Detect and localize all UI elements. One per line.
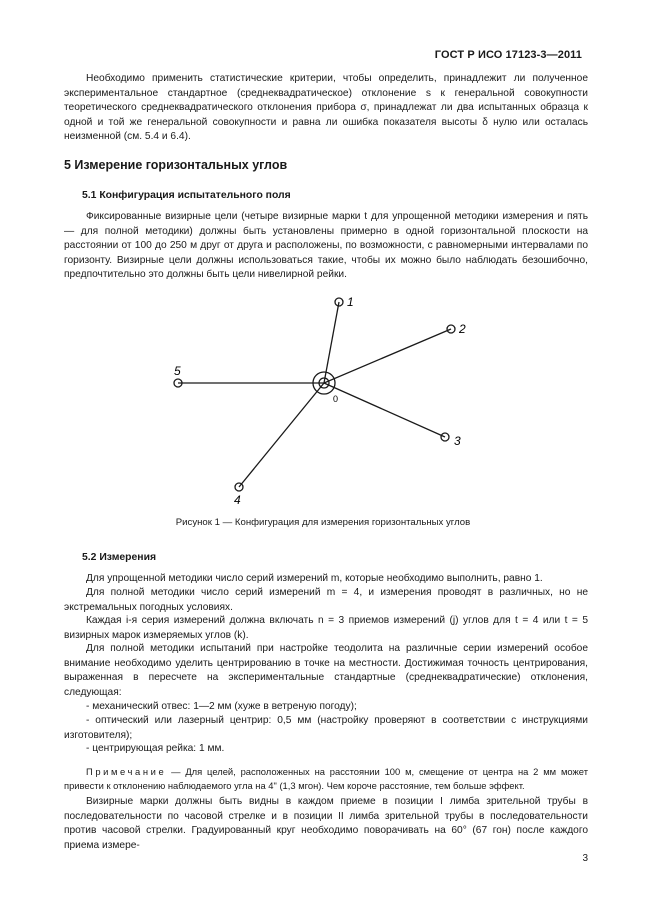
figure-caption: Рисунок 1 — Конфигурация для измерения горизонтальных углов (175, 517, 471, 528)
label-3: 3 (454, 434, 461, 448)
label-5: 5 (174, 364, 181, 378)
ray-4 (239, 383, 324, 487)
label-4: 4 (234, 493, 241, 507)
intro-paragraph: Необходимо применить статистические критерии, чтобы определить, принадлежит ли полученное экспериментальное стандартное (среднеквадратическое) отклонение s к генеральной совокупности теоретического среднеквадратического отклонения прибора σ, принадлежат ли два испытанных образца к одной и той же генеральной совокупности и равна ли ошибка показателя высоты δ нулю или осталась неизменной (см. 5.4 и 6.4). (64, 73, 588, 142)
note (64, 765, 588, 793)
section-5-1-title: 5.1 Конфигурация испытательного поля (82, 190, 291, 201)
measurements-p3: Каждая i-я серия измерений должна включать n = 3 приемов измерений (j) углов для t = 4 или t = 5 визирных марок измеряемых углов (k). (64, 615, 588, 641)
note-text: — Для целей, расположенных на расстоянии 100 м, смещение от центра на 2 мм может привести к отклонению наблюдаемого угла на 4" (1,3 мгон). Чем короче расстояние, тем больше эффект. (64, 766, 588, 791)
ray-2 (324, 329, 451, 383)
section-5-title: 5 Измерение горизонтальных углов (64, 158, 288, 172)
measurements-p1: Для упрощенной методики число серий измерений m, которые необходимо выполнить, равно 1. (86, 573, 543, 584)
page-number: 3 (582, 853, 588, 864)
measurements-p2: Для полной методики число серий измерений m = 4, и измерения проводят в различных, но не экстремальных погодных условиях. (64, 587, 588, 613)
note-label: Примечание (86, 766, 167, 777)
list-item-rod: - центрирующая рейка: 1 мм. (86, 743, 225, 754)
measurements-p5: Визирные марки должны быть видны в каждом приеме в позиции I лимба зрительной трубы в последовательности по часовой стрелке и в позиции II лимба зрительной трубы в последовательности против часовой стрелки. Градуированный круг необходимо поворачивать на 60° (67 гон) после каждого приема измере- (64, 796, 588, 851)
doc-header: ГОСТ Р ИСО 17123-3—2011 (434, 49, 582, 61)
section-5-1-text: Фиксированные визирные цели (четыре визирные марки t для упрощенной методики измерения и пять — для полной методики) должны быть установлены примерно в одной горизонтальной плоскости на расстоянии от 100 до 250 м друг от друга и расположены, по возможности, с равномерными интервалами по горизонту. Визирные цели должны использоваться такие, чтобы их можно было наблюдать безошибочно, предпочтительно это должны быть цели нивелирной рейки. (64, 211, 588, 280)
list-item-plumb: - механический отвес: 1—2 мм (хуже в ветреную погоду); (86, 701, 357, 712)
ray-1 (324, 302, 339, 383)
label-2: 2 (459, 322, 466, 336)
list-item-optical: - оптический или лазерный центрир: 0,5 мм (настройку проверяют в соответствии с инструкциями изготовителя); (64, 715, 588, 741)
measurements-p4: Для полной методики испытаний при настройке теодолита на различные серии измерений особое внимание необходимо уделить центрированию в точке на местности. Достижимая точность центрирования, выраженная в пересчете на экспериментальные стандартные (среднеквадратические) отклонения, следующая: (64, 643, 588, 698)
label-1: 1 (347, 295, 354, 309)
ray-3 (324, 383, 445, 437)
section-5-2-title: 5.2 Измерения (82, 552, 157, 563)
label-center: 0 (333, 394, 339, 404)
test-field-diagram (0, 290, 646, 515)
